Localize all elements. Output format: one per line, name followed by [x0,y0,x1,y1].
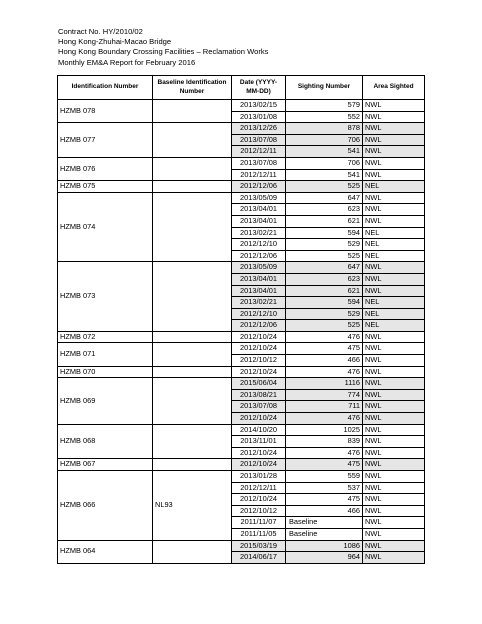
date-cell: 2015/06/04 [232,378,286,390]
area-sighted-cell: NWL [363,100,425,112]
area-sighted-cell: NWL [363,146,425,158]
identification-number-cell: HZMB 077 [58,123,153,158]
baseline-identification-cell [153,331,232,343]
baseline-identification-cell [153,262,232,332]
sighting-number-cell: 647 [286,262,363,274]
area-sighted-cell: NEL [363,250,425,262]
sighting-number-cell: 647 [286,192,363,204]
date-cell: 2012/12/06 [232,320,286,332]
area-sighted-cell: NWL [363,169,425,181]
sighting-number-cell: 529 [286,308,363,320]
date-cell: 2012/12/11 [232,146,286,158]
area-sighted-cell: NWL [363,192,425,204]
area-sighted-cell: NWL [363,355,425,367]
identification-number-cell: HZMB 068 [58,424,153,459]
sighting-number-cell: 623 [286,273,363,285]
sighting-number-cell: 475 [286,459,363,471]
baseline-identification-cell [153,100,232,123]
area-sighted-cell: NWL [363,378,425,390]
baseline-identification-cell [153,540,232,563]
date-cell: 2013/07/08 [232,401,286,413]
area-sighted-cell: NWL [363,157,425,169]
sighting-number-cell: 525 [286,181,363,193]
sighting-number-cell: 839 [286,436,363,448]
date-cell: 2013/08/21 [232,389,286,401]
date-cell: 2011/11/05 [232,528,286,540]
table-row [58,157,425,169]
date-cell: 2012/12/06 [232,250,286,262]
date-cell: 2012/10/24 [232,366,286,378]
table-row [58,181,425,193]
sighting-number-cell: 878 [286,123,363,135]
area-sighted-cell: NWL [363,134,425,146]
date-cell: 2013/02/21 [232,297,286,309]
area-sighted-cell: NWL [363,552,425,564]
area-sighted-cell: NEL [363,308,425,320]
area-sighted-cell: NWL [363,482,425,494]
baseline-identification-cell [153,343,232,366]
date-cell: 2013/11/01 [232,436,286,448]
area-sighted-cell: NWL [363,505,425,517]
date-cell: 2012/12/11 [232,482,286,494]
table-row [58,424,425,436]
date-cell: 2013/05/09 [232,262,286,274]
area-sighted-cell: NEL [363,227,425,239]
area-sighted-cell: NWL [363,494,425,506]
baseline-identification-cell [153,181,232,193]
date-cell: 2012/10/24 [232,343,286,355]
sighting-number-cell: 525 [286,320,363,332]
sighting-number-cell: Baseline [286,528,363,540]
area-sighted-cell: NWL [363,123,425,135]
identification-number-cell: HZMB 073 [58,262,153,332]
sighting-number-cell: 476 [286,366,363,378]
sighting-number-cell: 525 [286,250,363,262]
sighting-number-cell: 964 [286,552,363,564]
sighting-number-cell: 552 [286,111,363,123]
area-sighted-cell: NWL [363,273,425,285]
area-sighted-cell: NWL [363,262,425,274]
area-sighted-cell: NWL [363,401,425,413]
sighting-number-cell: 1116 [286,378,363,390]
date-cell: 2012/10/24 [232,413,286,425]
date-cell: 2015/03/19 [232,540,286,552]
table-row [58,540,425,552]
date-cell: 2013/04/01 [232,204,286,216]
area-sighted-cell: NWL [363,517,425,529]
project-name: Hong Kong-Zhuhai-Macao Bridge [58,37,172,47]
sighting-number-cell: 623 [286,204,363,216]
area-sighted-cell: NWL [363,331,425,343]
sighting-number-cell: 706 [286,157,363,169]
sighting-number-cell: 466 [286,355,363,367]
baseline-identification-cell [153,192,232,262]
date-cell: 2012/12/06 [232,181,286,193]
date-cell: 2013/02/15 [232,100,286,112]
identification-number-cell: HZMB 067 [58,459,153,471]
area-sighted-cell: NWL [363,389,425,401]
col-identification-number: Identification Number [58,76,153,100]
col-sighting-number: Sighting Number [286,76,363,100]
identification-number-cell: HZMB 075 [58,181,153,193]
area-sighted-cell: NWL [363,424,425,436]
date-cell: 2013/07/08 [232,134,286,146]
baseline-identification-cell: NL93 [153,471,232,541]
sighting-number-cell: 706 [286,134,363,146]
area-sighted-cell: NEL [363,320,425,332]
sighting-number-cell: 475 [286,343,363,355]
table-row [58,366,425,378]
sighting-number-cell: Baseline [286,517,363,529]
table-header-row [58,76,425,100]
table-row [58,331,425,343]
area-sighted-cell: NWL [363,528,425,540]
sighting-number-cell: 541 [286,169,363,181]
sighting-number-cell: 711 [286,401,363,413]
identification-number-cell: HZMB 078 [58,100,153,123]
date-cell: 2011/11/07 [232,517,286,529]
date-cell: 2012/10/24 [232,331,286,343]
identification-number-cell: HZMB 072 [58,331,153,343]
sighting-number-cell: 594 [286,297,363,309]
area-sighted-cell: NWL [363,471,425,483]
date-cell: 2013/04/01 [232,273,286,285]
area-sighted-cell: NWL [363,447,425,459]
area-sighted-cell: NWL [363,540,425,552]
identification-number-cell: HZMB 064 [58,540,153,563]
table-row [58,123,425,135]
sighting-number-cell: 475 [286,494,363,506]
baseline-identification-cell [153,378,232,424]
report-title: Monthly EM&A Report for February 2016 [58,57,196,67]
area-sighted-cell: NEL [363,297,425,309]
table-row [58,100,425,112]
area-sighted-cell: NWL [363,285,425,297]
table-row [58,378,425,390]
date-cell: 2014/06/17 [232,552,286,564]
sighting-number-cell: 1025 [286,424,363,436]
sighting-number-cell: 476 [286,447,363,459]
date-cell: 2013/02/21 [232,227,286,239]
col-date: Date (YYYY-MM-DD) [232,76,286,100]
sighting-number-cell: 537 [286,482,363,494]
date-cell: 2013/01/08 [232,111,286,123]
sighting-number-cell: 1086 [286,540,363,552]
sighting-number-cell: 621 [286,285,363,297]
col-area-sighted: Area Sighted [363,76,425,100]
date-cell: 2012/12/11 [232,169,286,181]
sighting-number-cell: 466 [286,505,363,517]
date-cell: 2012/10/12 [232,505,286,517]
date-cell: 2013/04/01 [232,215,286,227]
identification-number-cell: HZMB 076 [58,157,153,180]
sighting-number-cell: 476 [286,413,363,425]
date-cell: 2013/04/01 [232,285,286,297]
sighting-number-cell: 529 [286,239,363,251]
sighting-number-cell: 774 [286,389,363,401]
baseline-identification-cell [153,123,232,158]
table-row [58,192,425,204]
area-sighted-cell: NWL [363,413,425,425]
identification-number-cell: HZMB 074 [58,192,153,262]
table-row [58,343,425,355]
table-row [58,262,425,274]
col-baseline-identification-number: Baseline Identification Number [153,76,232,100]
table-row [58,459,425,471]
date-cell: 2013/01/28 [232,471,286,483]
contract-number: Contract No. HY/2010/02 [58,27,143,36]
date-cell: 2012/12/10 [232,239,286,251]
sighting-number-cell: 559 [286,471,363,483]
table-body [58,100,425,564]
date-cell: 2013/05/09 [232,192,286,204]
area-sighted-cell: NWL [363,204,425,216]
baseline-identification-cell [153,157,232,180]
date-cell: 2013/12/26 [232,123,286,135]
date-cell: 2012/10/24 [232,447,286,459]
baseline-identification-cell [153,366,232,378]
area-sighted-cell: NWL [363,459,425,471]
sighting-number-cell: 621 [286,215,363,227]
sightings-table [57,75,425,564]
date-cell: 2012/12/10 [232,308,286,320]
sighting-number-cell: 594 [286,227,363,239]
area-sighted-cell: NWL [363,366,425,378]
table-row [58,471,425,483]
date-cell: 2014/10/20 [232,424,286,436]
baseline-identification-cell [153,459,232,471]
date-cell: 2013/07/08 [232,157,286,169]
area-sighted-cell: NWL [363,215,425,227]
area-sighted-cell: NEL [363,181,425,193]
identification-number-cell: HZMB 066 [58,471,153,541]
baseline-identification-cell [153,424,232,459]
identification-number-cell: HZMB 070 [58,366,153,378]
date-cell: 2012/10/12 [232,355,286,367]
date-cell: 2012/10/24 [232,494,286,506]
area-sighted-cell: NWL [363,343,425,355]
area-sighted-cell: NWL [363,436,425,448]
identification-number-cell: HZMB 071 [58,343,153,366]
sighting-number-cell: 579 [286,100,363,112]
identification-number-cell: HZMB 069 [58,378,153,424]
area-sighted-cell: NEL [363,239,425,251]
report-header [58,27,268,68]
sighting-number-cell: 476 [286,331,363,343]
sighting-number-cell: 541 [286,146,363,158]
area-sighted-cell: NWL [363,111,425,123]
project-subtitle: Hong Kong Boundary Crossing Facilities – Reclamation Works [58,47,269,57]
date-cell: 2012/10/24 [232,459,286,471]
